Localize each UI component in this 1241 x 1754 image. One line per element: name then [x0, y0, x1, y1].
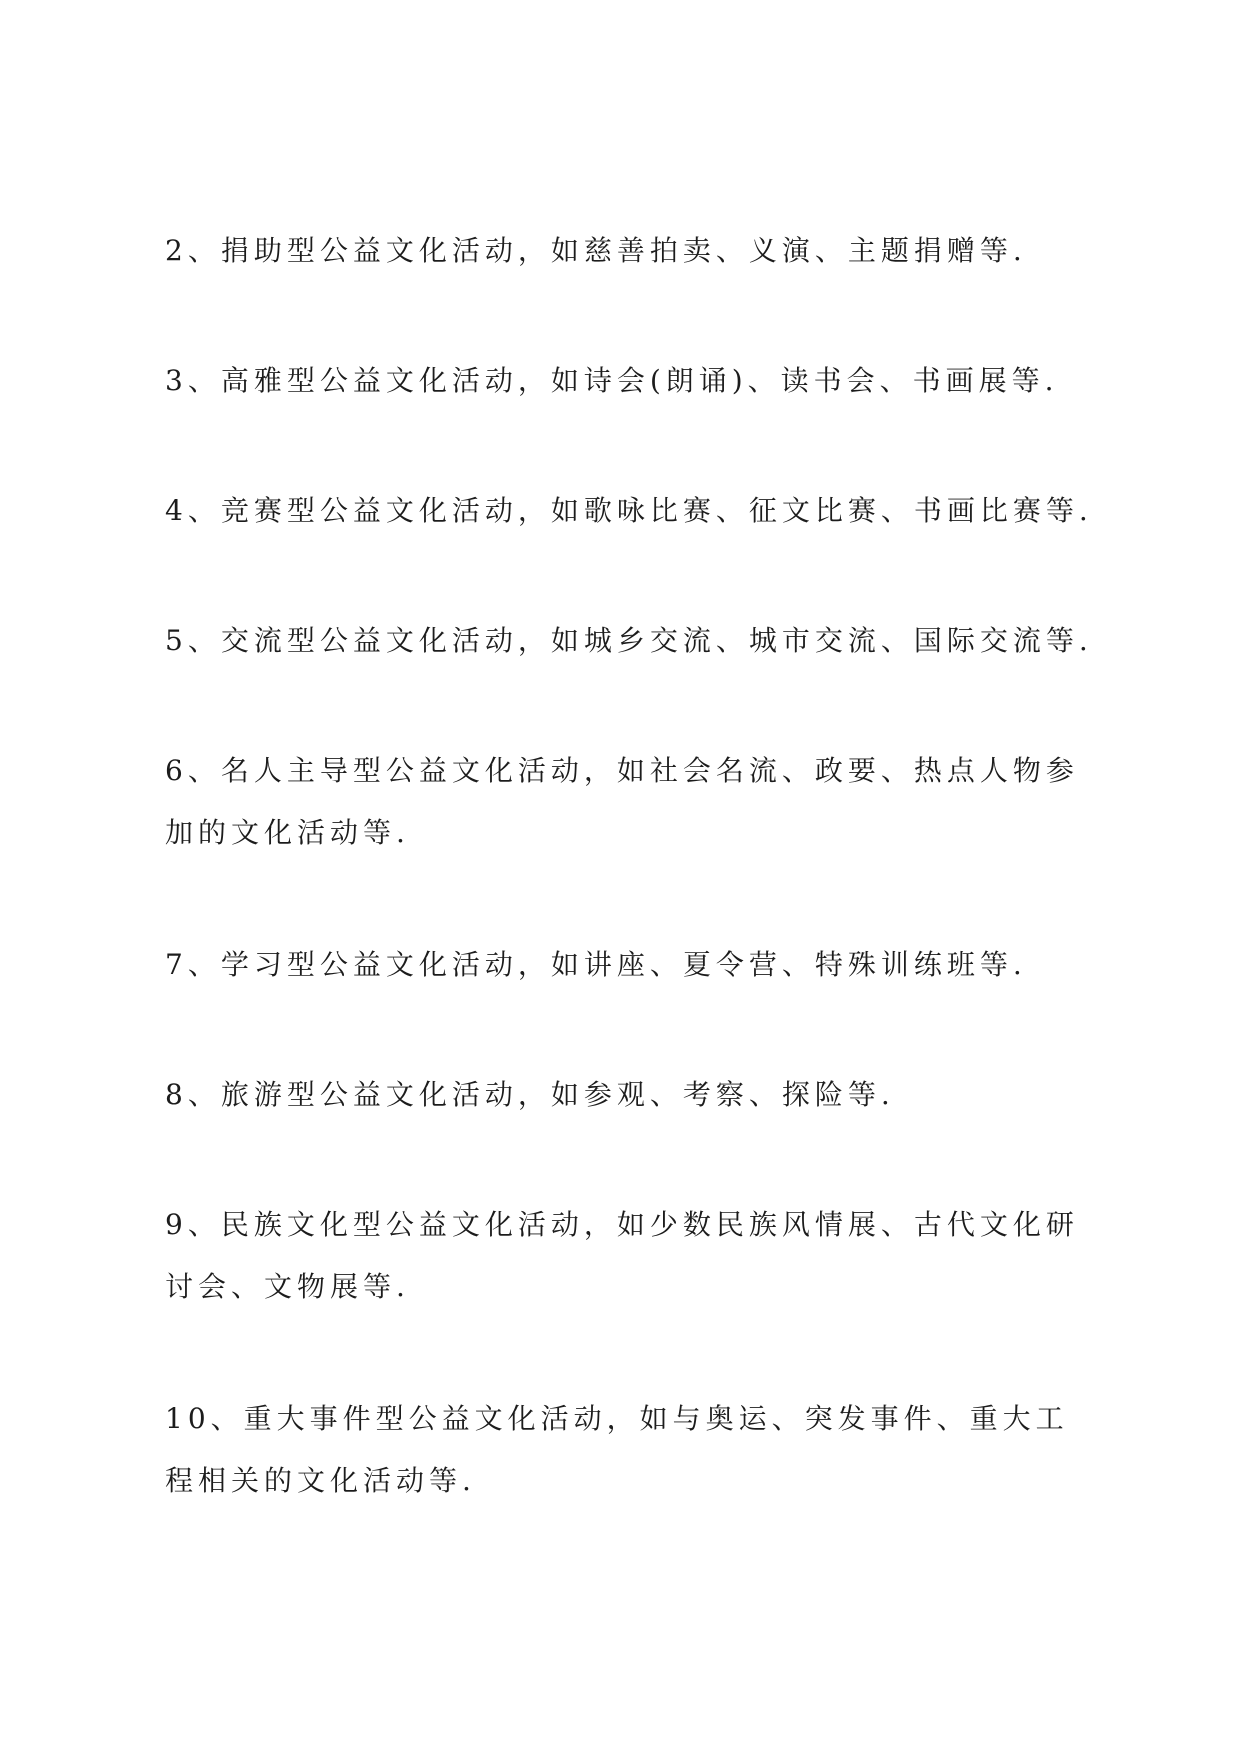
list-item-celebrity-activities: 6、名人主导型公益文化活动，如社会名流、政要、热点人物参加的文化活动等.: [165, 754, 1079, 849]
list-item-elegant-activities: 3、高雅型公益文化活动，如诗会(朗诵)、读书会、书画展等.: [165, 364, 1059, 397]
list-item-ethnic-culture-activities: 9、民族文化型公益文化活动，如少数民族风情展、古代文化研讨会、文物展等.: [165, 1208, 1079, 1303]
list-item-competition-activities: 4、竞赛型公益文化活动，如歌咏比赛、征文比赛、书画比赛等.: [165, 494, 1093, 527]
list-item-travel-activities: 8、旅游型公益文化活动，如参观、考察、探险等.: [165, 1078, 895, 1111]
list-item-major-event-activities: 10、重大事件型公益文化活动，如与奥运、突发事件、重大工程相关的文化活动等.: [165, 1402, 1069, 1497]
list-item-donation-activities: 2、捐助型公益文化活动，如慈善拍卖、义演、主题捐赠等.: [165, 234, 1027, 267]
list-item-exchange-activities: 5、交流型公益文化活动，如城乡交流、城市交流、国际交流等.: [165, 624, 1093, 657]
list-item-learning-activities: 7、学习型公益文化活动，如讲座、夏令营、特殊训练班等.: [165, 948, 1027, 981]
